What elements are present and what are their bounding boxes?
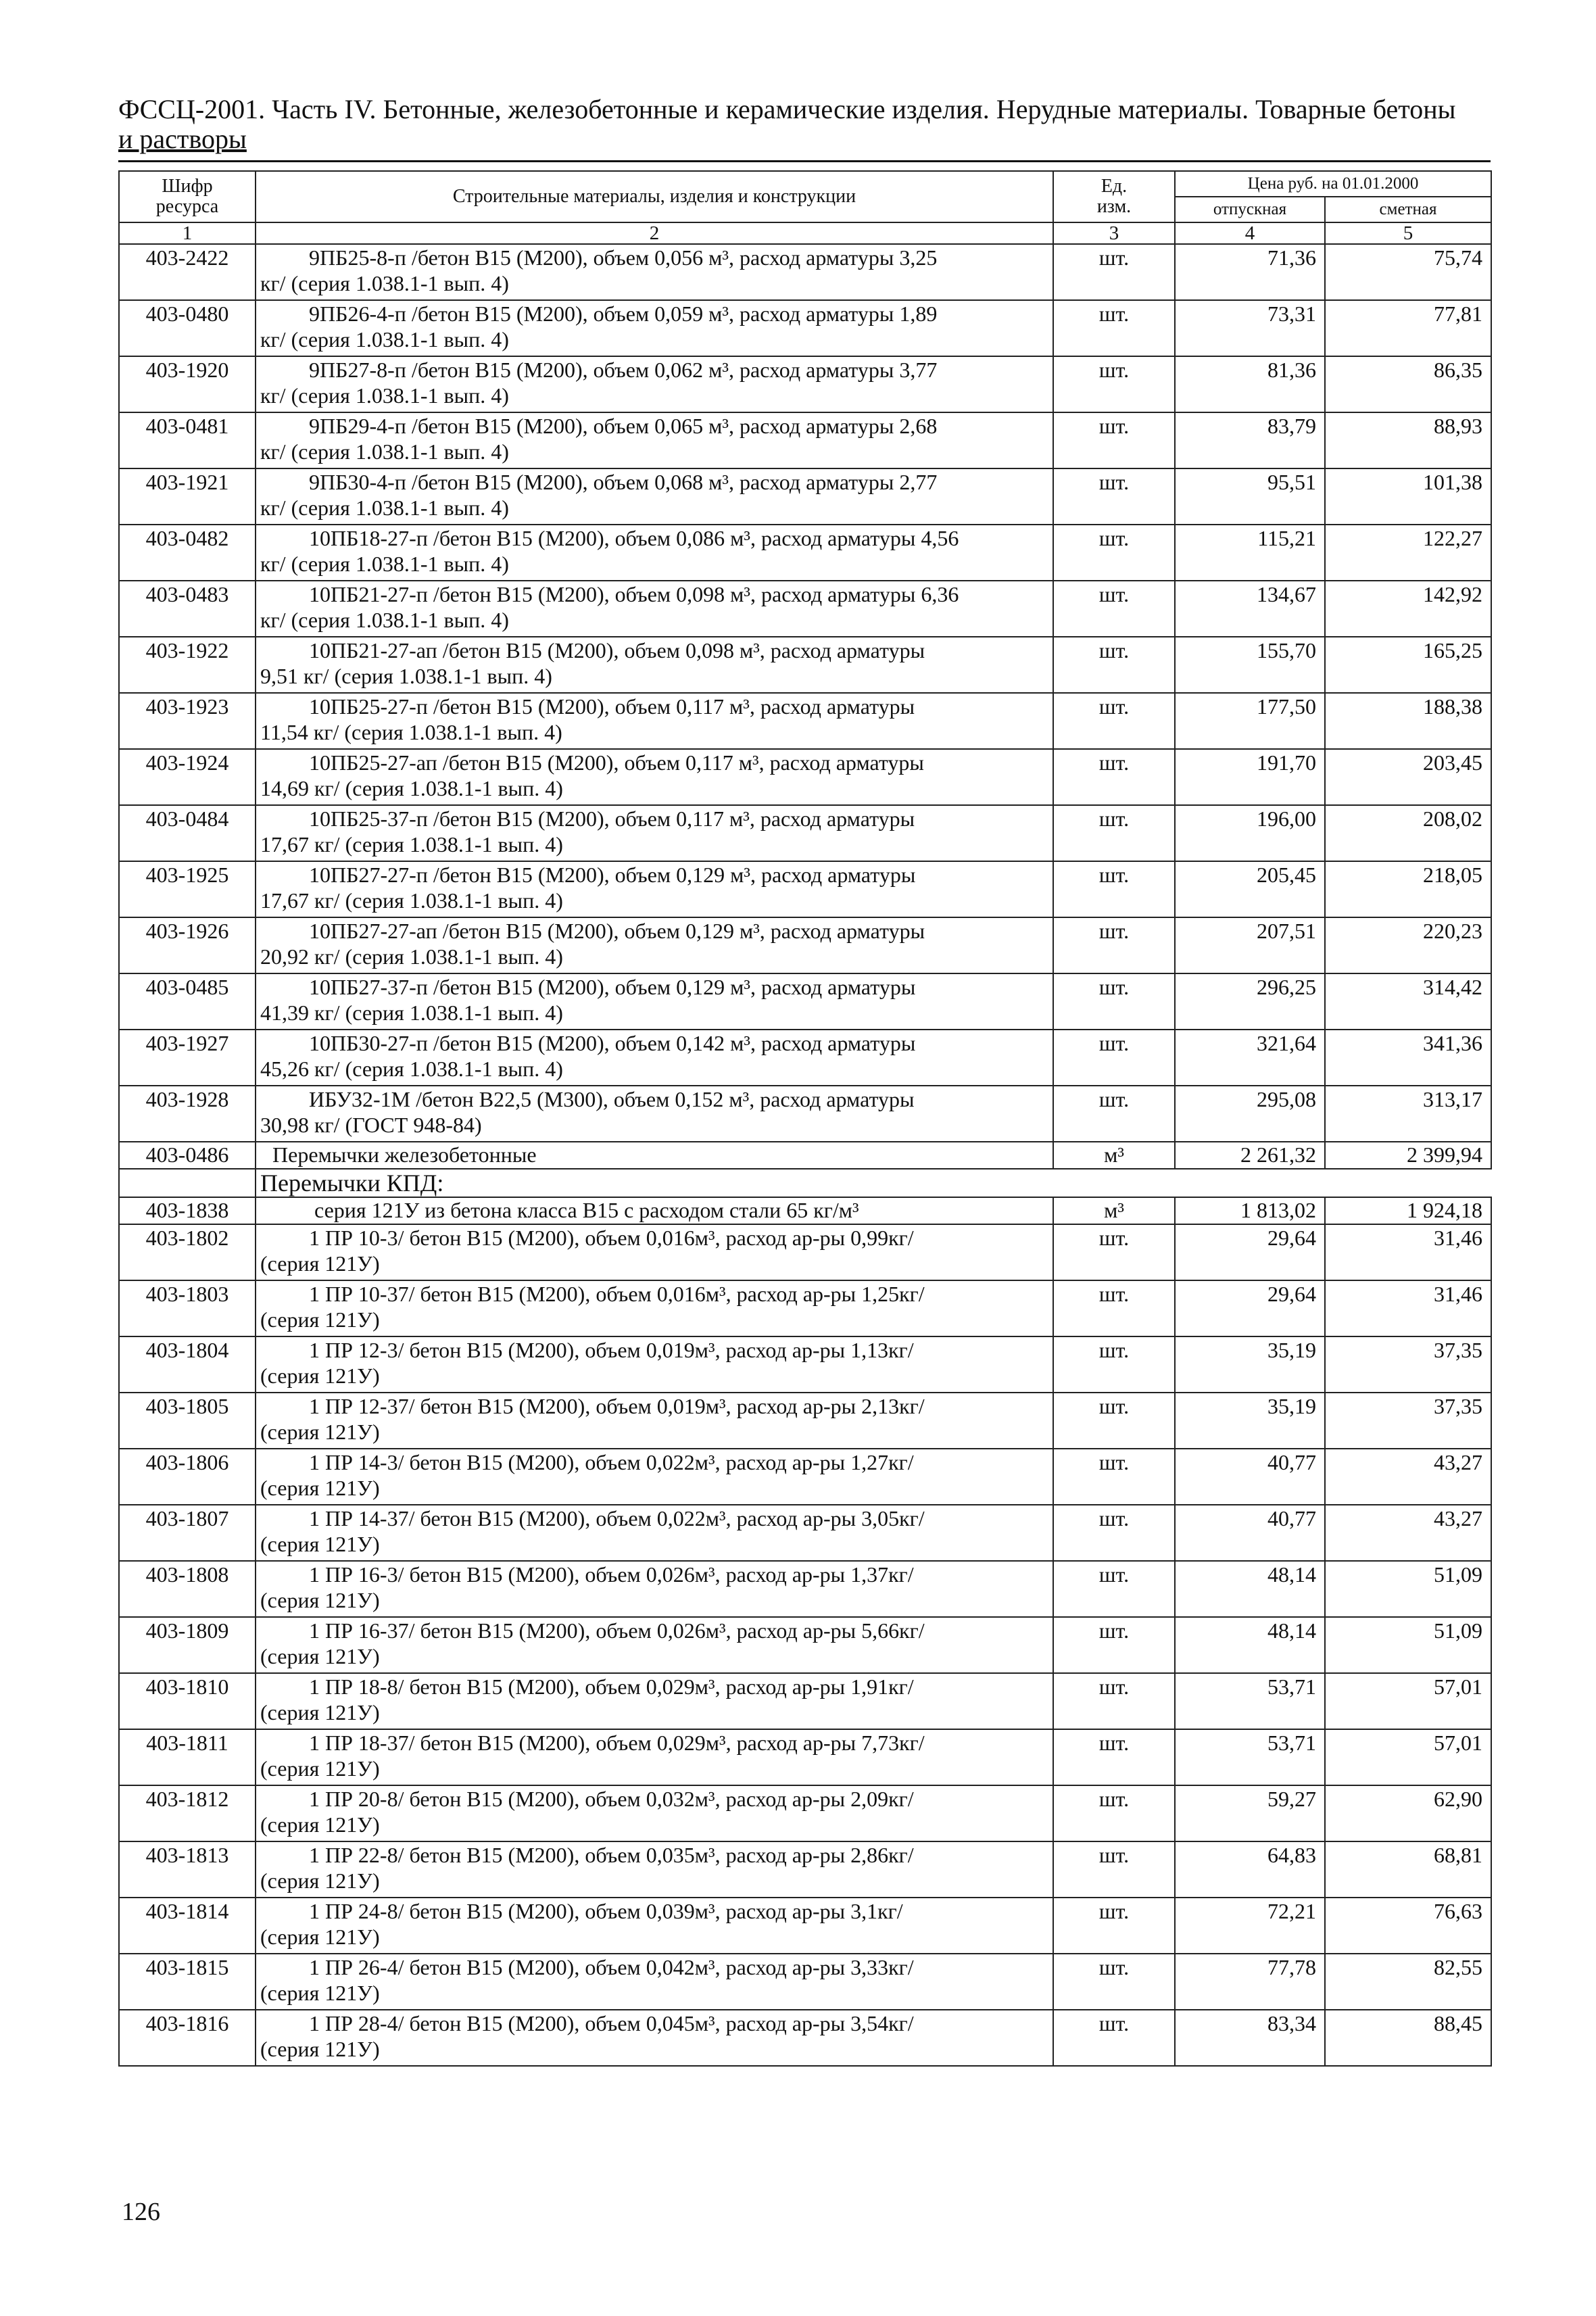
- estimate-price: 88,93: [1325, 412, 1491, 468]
- item-description: [256, 1505, 1053, 1561]
- table-row: [119, 917, 1491, 973]
- resource-code: 403-1814: [119, 1898, 256, 1954]
- release-price: 295,08: [1175, 1086, 1325, 1142]
- release-price: 1 813,02: [1175, 1197, 1325, 1224]
- resource-code: 403-1923: [119, 693, 256, 749]
- item-description: [256, 300, 1053, 356]
- resource-code: 403-1804: [119, 1336, 256, 1393]
- item-description-line-2: (серия 121У): [260, 1364, 380, 1388]
- item-description-line-2: 9,51 кг/ (серия 1.038.1-1 вып. 4): [260, 664, 552, 688]
- unit-cell: шт.: [1053, 356, 1175, 412]
- table-row: [119, 1561, 1491, 1617]
- table-row: [119, 412, 1491, 468]
- item-description-line-1: 9ПБ27-8-п /бетон В15 (М200), объем 0,062 м³, расход арматуры 3,77: [309, 358, 938, 382]
- header-unit: Ед. изм.: [1053, 171, 1175, 222]
- table-row: [119, 693, 1491, 749]
- release-price: 83,34: [1175, 2010, 1325, 2066]
- item-description-line-2: (серия 121У): [260, 1532, 380, 1556]
- item-description: [256, 861, 1053, 917]
- section-title: Перемычки КПД:: [256, 1169, 1491, 1197]
- table-row: [119, 749, 1491, 805]
- unit-cell: шт.: [1053, 1505, 1175, 1561]
- estimate-price: 37,35: [1325, 1336, 1491, 1393]
- resource-code: 403-0483: [119, 581, 256, 637]
- release-price: 35,19: [1175, 1336, 1325, 1393]
- estimate-price: 1 924,18: [1325, 1197, 1491, 1224]
- item-description: [256, 468, 1053, 525]
- item-description: [256, 581, 1053, 637]
- unit-cell: шт.: [1053, 1785, 1175, 1841]
- item-description: [256, 412, 1053, 468]
- title-rule: [118, 160, 1491, 162]
- item-description-line-2: кг/ (серия 1.038.1-1 вып. 4): [260, 271, 509, 295]
- item-description-line-1: 1 ПР 28-4/ бетон В15 (М200), объем 0,045м³, расход ар-ры 3,54кг/: [309, 2011, 914, 2035]
- unit-cell: шт.: [1053, 1449, 1175, 1505]
- item-description-line-1: 9ПБ29-4-п /бетон В15 (М200), объем 0,065 м³, расход арматуры 2,68: [309, 414, 938, 438]
- item-description-line-1: 10ПБ25-37-п /бетон В15 (М200), объем 0,117 м³, расход арматуры: [309, 806, 915, 831]
- column-number: 5: [1325, 222, 1491, 244]
- release-price: 35,19: [1175, 1393, 1325, 1449]
- item-description-line-2: (серия 121У): [260, 1476, 380, 1500]
- unit-cell: шт.: [1053, 525, 1175, 581]
- page-title: [118, 95, 1491, 154]
- resource-code: 403-0486: [119, 1142, 256, 1169]
- item-description-line-2: (серия 121У): [260, 1251, 380, 1276]
- estimate-price: 43,27: [1325, 1449, 1491, 1505]
- item-description: [256, 805, 1053, 861]
- table-row: [119, 861, 1491, 917]
- estimate-price: 165,25: [1325, 637, 1491, 693]
- item-description-line-1: 10ПБ21-27-ап /бетон В15 (М200), объем 0,098 м³, расход арматуры: [309, 638, 925, 662]
- estimate-price: 218,05: [1325, 861, 1491, 917]
- item-description-line-2: 11,54 кг/ (серия 1.038.1-1 вып. 4): [260, 720, 562, 744]
- resource-code: 403-1815: [119, 1954, 256, 2010]
- unit-cell: шт.: [1053, 861, 1175, 917]
- resource-code: 403-1807: [119, 1505, 256, 1561]
- table-row: [119, 1505, 1491, 1561]
- item-description-line-2: кг/ (серия 1.038.1-1 вып. 4): [260, 608, 509, 632]
- item-description-line-2: кг/ (серия 1.038.1-1 вып. 4): [260, 496, 509, 520]
- resource-code: 403-1809: [119, 1617, 256, 1673]
- resource-code: 403-0485: [119, 973, 256, 1030]
- release-price: 53,71: [1175, 1673, 1325, 1729]
- item-description-line-2: 17,67 кг/ (серия 1.038.1-1 вып. 4): [260, 888, 563, 913]
- item-description-line-1: 1 ПР 26-4/ бетон В15 (М200), объем 0,042м³, расход ар-ры 3,33кг/: [309, 1955, 914, 1979]
- item-description-line-1: 9ПБ26-4-п /бетон В15 (М200), объем 0,059 м³, расход арматуры 1,89: [309, 301, 938, 326]
- estimate-price: 51,09: [1325, 1561, 1491, 1617]
- unit-cell: шт.: [1053, 1954, 1175, 2010]
- release-price: 29,64: [1175, 1280, 1325, 1336]
- estimate-price: 86,35: [1325, 356, 1491, 412]
- release-price: 53,71: [1175, 1729, 1325, 1785]
- release-price: 71,36: [1175, 244, 1325, 300]
- resource-code: 403-2422: [119, 244, 256, 300]
- page-title-line-2: и растворы: [118, 124, 247, 154]
- estimate-price: 88,45: [1325, 2010, 1491, 2066]
- table-row: [119, 1841, 1491, 1898]
- item-description-line-2: (серия 121У): [260, 1700, 380, 1724]
- table-row: [119, 1785, 1491, 1841]
- item-description: [256, 1086, 1053, 1142]
- resource-code: 403-1816: [119, 2010, 256, 2066]
- item-description-line-1: 1 ПР 12-3/ бетон В15 (М200), объем 0,019м³, расход ар-ры 1,13кг/: [309, 1338, 914, 1362]
- item-description-line-2: (серия 121У): [260, 2037, 380, 2061]
- resource-code: 403-1805: [119, 1393, 256, 1449]
- resource-code: 403-1924: [119, 749, 256, 805]
- item-description: [256, 525, 1053, 581]
- table-row: [119, 244, 1491, 300]
- estimate-price: 31,46: [1325, 1280, 1491, 1336]
- item-description-line-2: (серия 121У): [260, 1588, 380, 1612]
- unit-cell: шт.: [1053, 1336, 1175, 1393]
- column-number: 1: [119, 222, 256, 244]
- item-description: [256, 1280, 1053, 1336]
- unit-cell: шт.: [1053, 973, 1175, 1030]
- release-price: 205,45: [1175, 861, 1325, 917]
- release-price: 29,64: [1175, 1224, 1325, 1280]
- release-price: 155,70: [1175, 637, 1325, 693]
- unit-cell: шт.: [1053, 1673, 1175, 1729]
- release-price: 77,78: [1175, 1954, 1325, 2010]
- unit-cell: шт.: [1053, 300, 1175, 356]
- release-price: 2 261,32: [1175, 1142, 1325, 1169]
- item-description-line-1: 10ПБ18-27-п /бетон В15 (М200), объем 0,086 м³, расход арматуры 4,56: [309, 526, 959, 550]
- resource-code: 403-1928: [119, 1086, 256, 1142]
- table-row: [119, 2010, 1491, 2066]
- unit-cell: шт.: [1053, 917, 1175, 973]
- item-description-line-2: 17,67 кг/ (серия 1.038.1-1 вып. 4): [260, 832, 563, 857]
- item-description-line-2: (серия 121У): [260, 1868, 380, 1893]
- release-price: 95,51: [1175, 468, 1325, 525]
- unit-cell: шт.: [1053, 1224, 1175, 1280]
- item-description-line-1: 1 ПР 24-8/ бетон В15 (М200), объем 0,039м³, расход ар-ры 3,1кг/: [309, 1899, 903, 1923]
- table-row: [119, 805, 1491, 861]
- item-description: [256, 1030, 1053, 1086]
- unit-cell: м³: [1053, 1142, 1175, 1169]
- unit-cell: шт.: [1053, 1393, 1175, 1449]
- resource-code: 403-1810: [119, 1673, 256, 1729]
- release-price: 296,25: [1175, 973, 1325, 1030]
- item-description-line-1: 1 ПР 18-37/ бетон В15 (М200), объем 0,029м³, расход ар-ры 7,73кг/: [309, 1731, 925, 1755]
- resource-code: 403-0480: [119, 300, 256, 356]
- estimate-price: 82,55: [1325, 1954, 1491, 2010]
- table-row: [119, 1673, 1491, 1729]
- table-row: [119, 1280, 1491, 1336]
- release-price: 207,51: [1175, 917, 1325, 973]
- resource-code: 403-1806: [119, 1449, 256, 1505]
- table-row: [119, 468, 1491, 525]
- estimate-price: 43,27: [1325, 1505, 1491, 1561]
- estimate-price: 75,74: [1325, 244, 1491, 300]
- item-description-line-2: кг/ (серия 1.038.1-1 вып. 4): [260, 327, 509, 352]
- item-description: [256, 1729, 1053, 1785]
- release-price: 48,14: [1175, 1561, 1325, 1617]
- item-description-line-1: 1 ПР 14-3/ бетон В15 (М200), объем 0,022м³, расход ар-ры 1,27кг/: [309, 1450, 914, 1474]
- estimate-price: 51,09: [1325, 1617, 1491, 1673]
- column-number-row: [119, 222, 1491, 244]
- unit-cell: шт.: [1053, 1561, 1175, 1617]
- release-price: 81,36: [1175, 356, 1325, 412]
- table-row: [119, 1086, 1491, 1142]
- item-description-line-1: 10ПБ30-27-п /бетон В15 (М200), объем 0,142 м³, расход арматуры: [309, 1031, 916, 1055]
- unit-cell: шт.: [1053, 1841, 1175, 1898]
- table-row: [119, 1898, 1491, 1954]
- header-price-group: Цена руб. на 01.01.2000: [1175, 171, 1491, 197]
- table-row: [119, 1197, 1491, 1224]
- table-row: [119, 1336, 1491, 1393]
- item-description: [256, 1561, 1053, 1617]
- column-number: 3: [1053, 222, 1175, 244]
- estimate-price: 122,27: [1325, 525, 1491, 581]
- resource-code: 403-1920: [119, 356, 256, 412]
- item-description: [256, 1898, 1053, 1954]
- item-description-line-1: 1 ПР 10-3/ бетон В15 (М200), объем 0,016м³, расход ар-ры 0,99кг/: [309, 1226, 914, 1250]
- release-price: 72,21: [1175, 1898, 1325, 1954]
- unit-cell: шт.: [1053, 637, 1175, 693]
- release-price: 48,14: [1175, 1617, 1325, 1673]
- table-row: [119, 525, 1491, 581]
- release-price: 134,67: [1175, 581, 1325, 637]
- unit-cell: шт.: [1053, 1280, 1175, 1336]
- table-row: [119, 1224, 1491, 1280]
- release-price: 196,00: [1175, 805, 1325, 861]
- table-row: [119, 1142, 1491, 1169]
- resource-code: 403-1927: [119, 1030, 256, 1086]
- item-description-line-2: (серия 121У): [260, 1981, 380, 2005]
- estimate-price: 208,02: [1325, 805, 1491, 861]
- item-description-line-2: (серия 121У): [260, 1644, 380, 1668]
- item-description-line-1: 10ПБ27-37-п /бетон В15 (М200), объем 0,129 м³, расход арматуры: [309, 975, 916, 999]
- unit-cell: шт.: [1053, 581, 1175, 637]
- resource-code: 403-1925: [119, 861, 256, 917]
- release-price: 177,50: [1175, 693, 1325, 749]
- header-price-release: отпускная: [1175, 197, 1325, 222]
- release-price: 73,31: [1175, 300, 1325, 356]
- unit-cell: м³: [1053, 1197, 1175, 1224]
- resource-code: 403-1812: [119, 1785, 256, 1841]
- item-description-line-2: (серия 121У): [260, 1925, 380, 1949]
- estimate-price: 341,36: [1325, 1030, 1491, 1086]
- resource-code: 403-1803: [119, 1280, 256, 1336]
- item-description-line-1: 1 ПР 22-8/ бетон В15 (М200), объем 0,035м³, расход ар-ры 2,86кг/: [309, 1843, 914, 1867]
- item-description-line-1: 10ПБ25-27-ап /бетон В15 (М200), объем 0,117 м³, расход арматуры: [309, 750, 924, 775]
- table-row: [119, 1030, 1491, 1086]
- header-name: Строительные материалы, изделия и конструкции: [256, 171, 1053, 222]
- release-price: 40,77: [1175, 1505, 1325, 1561]
- unit-cell: шт.: [1053, 412, 1175, 468]
- item-description-line-2: кг/ (серия 1.038.1-1 вып. 4): [260, 439, 509, 464]
- unit-cell: шт.: [1053, 468, 1175, 525]
- item-description: [256, 1673, 1053, 1729]
- estimate-price: 314,42: [1325, 973, 1491, 1030]
- item-description-line-1: 1 ПР 18-8/ бетон В15 (М200), объем 0,029м³, расход ар-ры 1,91кг/: [309, 1674, 914, 1699]
- unit-cell: шт.: [1053, 693, 1175, 749]
- header-code: Шифр ресурса: [119, 171, 256, 222]
- page-title-line-1: ФССЦ-2001. Часть IV. Бетонные, железобетонные и керамические изделия. Нерудные материалы. Товарные бетоны: [118, 94, 1456, 124]
- resource-code: 403-1811: [119, 1729, 256, 1785]
- item-description-line-1: 1 ПР 10-37/ бетон В15 (М200), объем 0,016м³, расход ар-ры 1,25кг/: [309, 1282, 925, 1306]
- resource-code: 403-1813: [119, 1841, 256, 1898]
- item-description-line-1: 10ПБ25-27-п /бетон В15 (М200), объем 0,117 м³, расход арматуры: [309, 694, 915, 719]
- table-row: [119, 356, 1491, 412]
- table-row: [119, 1954, 1491, 2010]
- resource-code: 403-0484: [119, 805, 256, 861]
- item-description-line-2: 14,69 кг/ (серия 1.038.1-1 вып. 4): [260, 776, 563, 800]
- item-description: [256, 244, 1053, 300]
- estimate-price: 2 399,94: [1325, 1142, 1491, 1169]
- estimate-price: 313,17: [1325, 1086, 1491, 1142]
- table-row: [119, 581, 1491, 637]
- item-description-line-1: 1 ПР 20-8/ бетон В15 (М200), объем 0,032м³, расход ар-ры 2,09кг/: [309, 1787, 914, 1811]
- table-row: [119, 300, 1491, 356]
- estimate-price: 203,45: [1325, 749, 1491, 805]
- table-row: [119, 637, 1491, 693]
- item-description-line-1: ИБУ32-1М /бетон В22,5 (М300), объем 0,152 м³, расход арматуры: [309, 1087, 915, 1111]
- unit-cell: шт.: [1053, 2010, 1175, 2066]
- unit-cell: шт.: [1053, 1086, 1175, 1142]
- table-row: [119, 1449, 1491, 1505]
- item-description: [256, 1841, 1053, 1898]
- release-price: 321,64: [1175, 1030, 1325, 1086]
- item-description-line-1: 1 ПР 14-37/ бетон В15 (М200), объем 0,022м³, расход ар-ры 3,05кг/: [309, 1506, 925, 1530]
- release-price: 191,70: [1175, 749, 1325, 805]
- item-description-line-2: 30,98 кг/ (ГОСТ 948-84): [260, 1113, 482, 1137]
- estimate-price: 57,01: [1325, 1673, 1491, 1729]
- item-description: [256, 693, 1053, 749]
- unit-cell: шт.: [1053, 1617, 1175, 1673]
- item-description-line-2: кг/ (серия 1.038.1-1 вып. 4): [260, 552, 509, 576]
- unit-cell: шт.: [1053, 1030, 1175, 1086]
- section-row: [119, 1169, 1491, 1197]
- estimate-price: 68,81: [1325, 1841, 1491, 1898]
- item-description: [256, 1617, 1053, 1673]
- item-description-line-1: 1 ПР 12-37/ бетон В15 (М200), объем 0,019м³, расход ар-ры 2,13кг/: [309, 1394, 925, 1418]
- item-description: [256, 1954, 1053, 2010]
- item-description-line-2: (серия 121У): [260, 1812, 380, 1837]
- estimate-price: 77,81: [1325, 300, 1491, 356]
- item-description: [256, 637, 1053, 693]
- item-description-line-1: 1 ПР 16-3/ бетон В15 (М200), объем 0,026м³, расход ар-ры 1,37кг/: [309, 1562, 914, 1587]
- item-description-line-2: (серия 121У): [260, 1420, 380, 1444]
- resource-code: 403-1838: [119, 1197, 256, 1224]
- resource-code: 403-1922: [119, 637, 256, 693]
- item-description-line-2: (серия 121У): [260, 1756, 380, 1781]
- item-description-line-2: 20,92 кг/ (серия 1.038.1-1 вып. 4): [260, 944, 563, 969]
- item-description-line-1: 10ПБ27-27-ап /бетон В15 (М200), объем 0,129 м³, расход арматуры: [309, 919, 925, 943]
- estimate-price: 57,01: [1325, 1729, 1491, 1785]
- item-description-line-1: 10ПБ21-27-п /бетон В15 (М200), объем 0,098 м³, расход арматуры 6,36: [309, 582, 959, 606]
- release-price: 40,77: [1175, 1449, 1325, 1505]
- unit-cell: шт.: [1053, 805, 1175, 861]
- estimate-price: 62,90: [1325, 1785, 1491, 1841]
- estimate-price: 188,38: [1325, 693, 1491, 749]
- item-description-line-2: кг/ (серия 1.038.1-1 вып. 4): [260, 383, 509, 408]
- resource-code: 403-0481: [119, 412, 256, 468]
- item-description: [256, 2010, 1053, 2066]
- estimate-price: 31,46: [1325, 1224, 1491, 1280]
- resource-price-table: [118, 170, 1492, 2067]
- resource-code: 403-1921: [119, 468, 256, 525]
- item-description: [256, 356, 1053, 412]
- item-description: серия 121У из бетона класса В15 с расходом стали 65 кг/м³: [256, 1197, 1053, 1224]
- estimate-price: 142,92: [1325, 581, 1491, 637]
- column-number: 4: [1175, 222, 1325, 244]
- header-price-estimate: сметная: [1325, 197, 1491, 222]
- release-price: 64,83: [1175, 1841, 1325, 1898]
- item-description-line-1: 1 ПР 16-37/ бетон В15 (М200), объем 0,026м³, расход ар-ры 5,66кг/: [309, 1618, 925, 1643]
- column-number: 2: [256, 222, 1053, 244]
- release-price: 115,21: [1175, 525, 1325, 581]
- item-description: [256, 973, 1053, 1030]
- item-description: [256, 917, 1053, 973]
- table-row: [119, 1393, 1491, 1449]
- estimate-price: 101,38: [1325, 468, 1491, 525]
- item-description: [256, 1224, 1053, 1280]
- item-description: [256, 749, 1053, 805]
- item-description-line-2: (серия 121У): [260, 1307, 380, 1332]
- unit-cell: шт.: [1053, 244, 1175, 300]
- item-description: [256, 1393, 1053, 1449]
- item-description-line-2: 41,39 кг/ (серия 1.038.1-1 вып. 4): [260, 1000, 563, 1025]
- item-description: Перемычки железобетонные: [256, 1142, 1053, 1169]
- release-price: 83,79: [1175, 412, 1325, 468]
- unit-cell: шт.: [1053, 1898, 1175, 1954]
- estimate-price: 37,35: [1325, 1393, 1491, 1449]
- release-price: 59,27: [1175, 1785, 1325, 1841]
- resource-code: 403-1808: [119, 1561, 256, 1617]
- page-number: 126: [122, 2198, 160, 2226]
- item-description: [256, 1449, 1053, 1505]
- resource-code: 403-1926: [119, 917, 256, 973]
- unit-cell: шт.: [1053, 1729, 1175, 1785]
- item-description-line-2: 45,26 кг/ (серия 1.038.1-1 вып. 4): [260, 1057, 563, 1081]
- unit-cell: шт.: [1053, 749, 1175, 805]
- item-description-line-1: 10ПБ27-27-п /бетон В15 (М200), объем 0,129 м³, расход арматуры: [309, 863, 916, 887]
- table-row: [119, 973, 1491, 1030]
- estimate-price: 220,23: [1325, 917, 1491, 973]
- item-description-line-1: 9ПБ30-4-п /бетон В15 (М200), объем 0,068 м³, расход арматуры 2,77: [309, 470, 938, 494]
- resource-code: 403-0482: [119, 525, 256, 581]
- resource-code: 403-1802: [119, 1224, 256, 1280]
- section-spacer: [119, 1169, 256, 1197]
- item-description: [256, 1785, 1053, 1841]
- header-row-1: [119, 171, 1491, 197]
- estimate-price: 76,63: [1325, 1898, 1491, 1954]
- item-description-line-1: 9ПБ25-8-п /бетон В15 (М200), объем 0,056 м³, расход арматуры 3,25: [309, 245, 938, 270]
- table-row: [119, 1617, 1491, 1673]
- table-row: [119, 1729, 1491, 1785]
- item-description: [256, 1336, 1053, 1393]
